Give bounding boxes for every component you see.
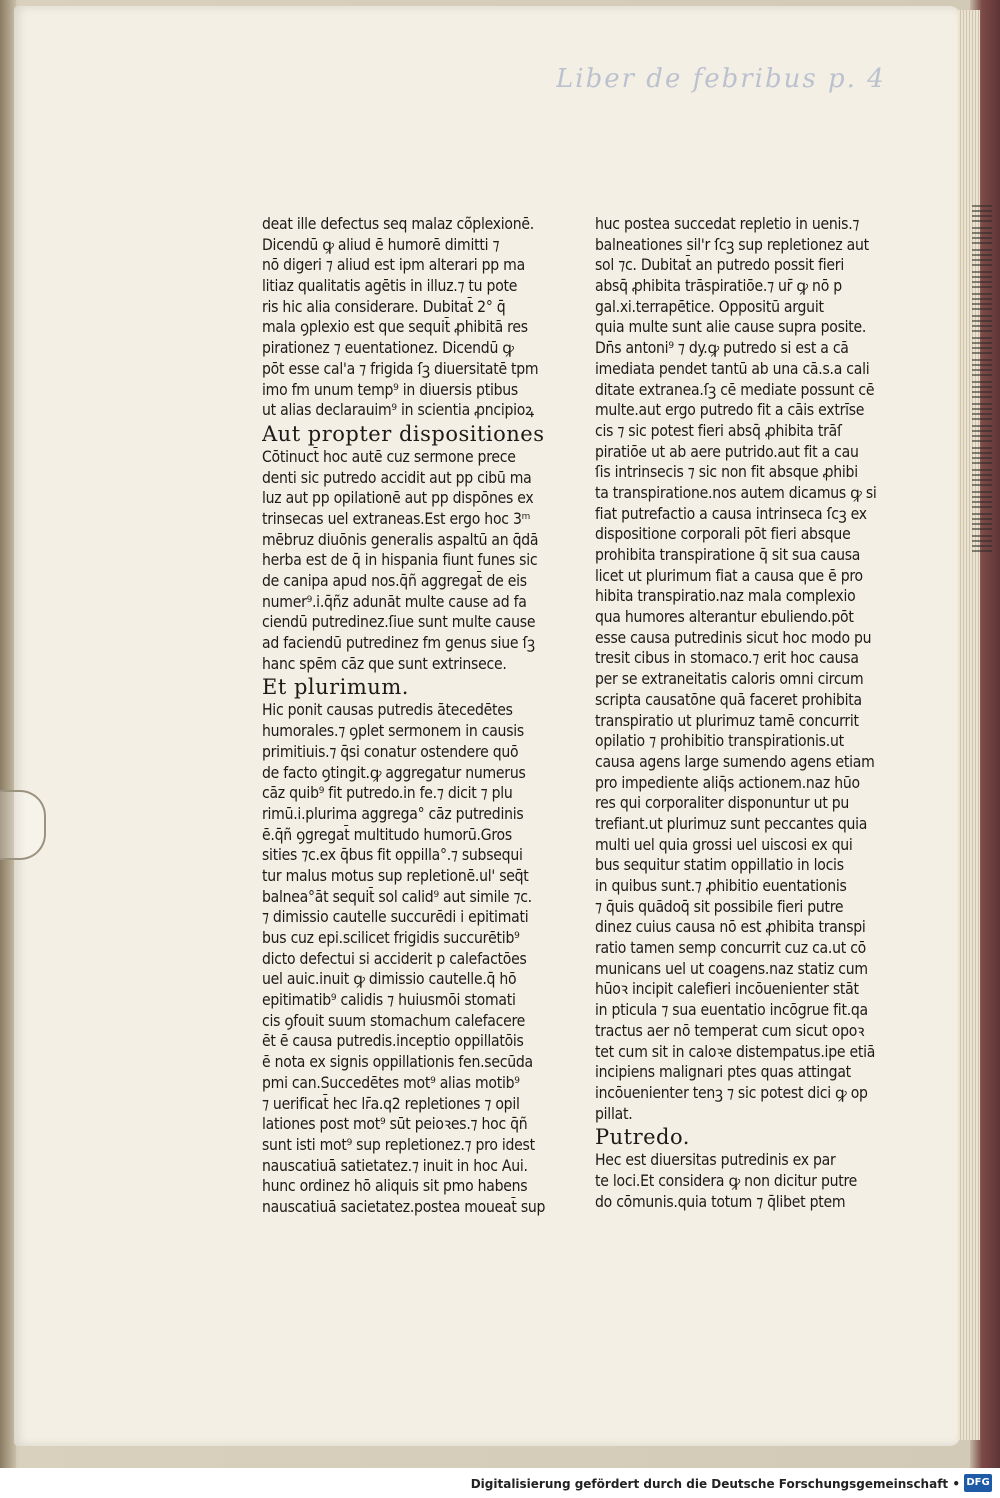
text-line: sities ⁊c.ex q̄bus fit oppilla°.⁊ subsequi	[262, 846, 523, 865]
text-line: primitiuis.⁊ q̄si conatur ostendere quō	[262, 742, 519, 761]
text-line: dicto defectui si acciderit p calefactōes	[262, 949, 527, 968]
text-line: prohibita transpiratione q̄ sit sua causa	[595, 546, 861, 564]
text-line: per se extraneitatis caloris omni circum	[595, 670, 864, 689]
text-line: numer⁹.i.q̄ñz adunāt multe cause ad fa	[262, 592, 527, 611]
text-line: herba est de q̄ in hispania fiunt funes sic	[262, 551, 538, 570]
text-line: pirationez ⁊ euentationez. Dicendū ꝙ	[262, 339, 514, 358]
text-line: denti sic putredo accidit aut pp cibū ma	[262, 468, 532, 487]
text-line: multe.aut ergo putredo fit a cāis extrīse	[595, 401, 865, 420]
text-line: pōt esse cal'a ⁊ frigida ſꝫ diuersitatē tpm	[262, 359, 539, 378]
text-line: municans uel ut coagens.naz statiz cum	[595, 959, 868, 978]
text-line: tet cum sit in caloꝛe distempatus.ipe etiā	[595, 1042, 876, 1061]
text-line: fiat putrefactio a causa intrinseca ſcꝫ ex	[595, 504, 867, 523]
text-line: Cōtinuct̄ hoc autē cuz sermone prece	[262, 447, 516, 466]
text-line: incōuenienter tenꝫ ⁊ sic potest dici ꝙ op	[595, 1083, 868, 1102]
text-line: dinez cuius causa nō est ꝓhibita transpi	[595, 918, 866, 937]
text-line: Hic ponit causas putredis ātecedētes	[262, 701, 513, 720]
text-line: absq̄ ꝓhibita trāspiratiōe.⁊ ur̄ ꝙ nō p	[595, 277, 842, 296]
text-line: uel auic.inuit ꝙ dimissio cautelle.q̄ hō	[262, 970, 517, 989]
text-line: ē.q̄ñ ꝯgregat̄ multitudo humorū.Gros	[262, 825, 512, 844]
text-line: mēbruz diuōnis generalis aspaltū an q̄dā	[262, 530, 539, 549]
text-line: imo fm unum temp⁹ in diuersis ptibus	[262, 380, 518, 399]
text-line: pro impediente aliq̄s actionem.naz hūo	[595, 773, 860, 792]
text-line: in quibus sunt.⁊ ꝓhibitio euentationis	[595, 877, 847, 895]
section-heading: Putredo.	[595, 1125, 690, 1150]
text-line: ditate extranea.ſꝫ cē mediate possunt cē	[595, 380, 875, 399]
text-line: bus cuz epi.scilicet frigidis succurētib⁹	[262, 929, 520, 947]
text-line: ta transpiratione.nos autem dicamus ꝙ si	[595, 483, 877, 502]
text-line: Hec est diuersitas putredinis ex par	[595, 1151, 836, 1170]
text-line: epitimatib⁹ calidis ⁊ huiusmōi stomati	[262, 991, 516, 1010]
text-line: pillat.	[595, 1104, 633, 1123]
text-line: ad faciendū putredinez fm genus siue ſꝫ	[262, 634, 535, 653]
text-line: ut alias declarauim⁹ in scientia ꝓncipioꝝ	[262, 401, 534, 420]
text-line: tractus aer nō temperat cum sicut opoꝛ	[595, 1021, 865, 1040]
text-line: Dn̄s antoni⁹ ⁊ dy.ꝙ putredo si est a cā	[595, 339, 849, 358]
text-line: tresit cibus in stomaco.⁊ erit hoc causa	[595, 649, 859, 668]
text-line: mala ꝯplexio est que sequit̄ ꝓhibitā res	[262, 318, 528, 337]
text-line: incipiens malignari ptes quas attingat	[595, 1063, 851, 1082]
text-line: deat ille defectus seq malaz cõplexionē.	[262, 215, 534, 233]
text-line: cāz quib⁹ fit putredo.in fe.⁊ dicit ⁊ plu	[262, 784, 513, 803]
text-line: tur malus motus sup repletionē.ul' seq̄t	[262, 866, 529, 885]
text-line: humorales.⁊ ꝯplet sermonem in causis	[262, 722, 524, 741]
right-text-column	[595, 214, 883, 1212]
text-line: esse causa putredinis sicut hoc modo pu	[595, 628, 872, 647]
text-line: balneationes sil'r ſcꝫ sup repletionez aut	[595, 235, 869, 254]
right-block-b	[595, 1150, 883, 1212]
text-line: ris hic alia considerare. Dubitat̄ 2° q̄	[262, 297, 506, 316]
right-block-a	[595, 214, 883, 1124]
section-heading: Aut propter dispositiones	[262, 421, 545, 446]
section-heading: Et plurimum.	[262, 675, 409, 700]
text-line: hūoꝛ incipit calefieri incōuenienter stāt	[595, 980, 859, 999]
text-line: imediata pendet tantū ab una cā.s.a cali	[595, 359, 870, 378]
text-line: res qui corporaliter disponuntur ut pu	[595, 794, 850, 813]
text-line: cis ꝯfouit suum stomachum calefacere	[262, 1011, 526, 1030]
left-text-column	[262, 214, 566, 1218]
text-line: causa agens large sumendo agens etiam	[595, 752, 875, 771]
text-line: cis ⁊ sic potest fieri absq̄ ꝓhibita trāſ	[595, 421, 842, 440]
text-line: ſis intrinsecis ⁊ sic non fit absque ꝓhibi	[595, 463, 858, 482]
left-block-c	[262, 700, 566, 1217]
text-line: qua humores alterantur ebuliendo.pōt	[595, 608, 854, 627]
text-line: lationes post mot⁹ sūt peioꝛes.⁊ hoc q̄ñ	[262, 1115, 528, 1134]
text-line: nauscatiuā satietatez.⁊ inuit in hoc Aui.	[262, 1156, 528, 1175]
left-block-b	[262, 447, 566, 675]
text-line: Dicendū ꝙ aliud ē humorē dimitti ⁊	[262, 235, 500, 254]
text-line: huc postea succedat repletio in uenis.⁊	[595, 215, 860, 233]
text-line: sol ⁊c. Dubitat̄ an putredo possit fieri	[595, 256, 844, 275]
text-line: trefiant.ut plurimuz sunt peccantes quia	[595, 814, 868, 833]
text-line: balnea°āt sequit̄ sol calid⁹ aut simile ⁊c.	[262, 887, 532, 906]
funding-credit: Digitalisierung gefördert durch die Deutsche Forschungsgemeinschaft •	[470, 1477, 960, 1491]
text-line: ⁊ q̄uis quādoq̄ sit possibile fieri putre	[595, 897, 844, 916]
text-line: pmi can.Succedētes mot⁹ alias motib⁹	[262, 1073, 520, 1092]
text-line: opilatio ⁊ prohibitio transpirationis.ut	[595, 732, 844, 751]
text-line: de facto ꝯtingit.ꝙ aggregatur numerus	[262, 763, 526, 782]
text-line: te loci.Et considera ꝙ non dicitur putre	[595, 1171, 858, 1190]
clasp-mark	[0, 790, 46, 860]
text-line: ē nota ex signis oppillationis fen.secūda	[262, 1053, 533, 1072]
text-line: ēt ē causa putredis.inceptio oppillatōis	[262, 1032, 524, 1051]
text-line: nauscatiuā sacietatez.postea moueat̄ sup	[262, 1197, 546, 1216]
text-line: quia multe sunt alie cause supra posite.	[595, 318, 867, 337]
text-line: trinsecas uel extraneas.Est ergo hoc 3ᵐ	[262, 509, 531, 528]
text-line: rimū.i.plurima aggrega° cāz putredinis	[262, 804, 524, 823]
text-line: ratio tamen semp concurrit cuz ca.ut cō	[595, 939, 866, 958]
text-line: hibita transpiratio.naz mala complexio	[595, 587, 856, 606]
text-line: ciendū putredinez.ſiue sunt multe cause	[262, 613, 536, 632]
text-line: gal.xi.terrapētice. Oppositū arguit	[595, 297, 824, 316]
text-line: transpiratio ut plurimuz tamē concurrit	[595, 711, 859, 730]
text-line: do cōmunis.quia totum ⁊ q̄libet ptem	[595, 1192, 846, 1211]
facing-page-bleed	[972, 200, 1000, 1350]
text-line: in pticula ⁊ sua euentatio incōgrue fit.qa	[595, 1001, 868, 1020]
text-line: hunc ordinez hō aliquis sit pmo habens	[262, 1177, 528, 1196]
text-line: hanc spēm cāz que sunt extrinsece.	[262, 654, 507, 673]
text-line: piratiōe ut ab aere putrido.aut fit a cau	[595, 442, 859, 461]
text-line: multi uel quia grossi uel uiscosi ex qui	[595, 835, 853, 854]
left-block-a	[262, 214, 566, 421]
dfg-logo: DFG	[964, 1474, 992, 1492]
text-line: dispositione corporali pōt fieri absque	[595, 525, 851, 544]
handwritten-margin-note: Liber de febribus p. 4	[556, 64, 886, 94]
text-line: nō digeri ⁊ aliud est ipm alterari pp ma	[262, 256, 525, 275]
text-line: ⁊ uerificat̄ hec lr̄a.q2 repletiones ⁊ opil	[262, 1094, 520, 1113]
text-line: licet ut plurimum fiat a causa que ē pro	[595, 566, 863, 585]
text-line: bus sequitur statim oppillatio in locis	[595, 856, 844, 875]
text-line: de canipa apud nos.q̄ñ aggregat̄ de eis	[262, 572, 527, 590]
text-line: ⁊ dimissio cautelle succurēdi i epitimati	[262, 908, 529, 927]
text-line: scripta causatōne quā faceret prohibita	[595, 690, 862, 709]
text-line: luz aut pp opilationē aut pp dispōnes ex	[262, 489, 534, 508]
text-line: litiaz qualitatis agētis in illuz.⁊ tu pote	[262, 277, 518, 296]
text-line: sunt isti mot⁹ sup repletionez.⁊ pro idest	[262, 1135, 535, 1154]
